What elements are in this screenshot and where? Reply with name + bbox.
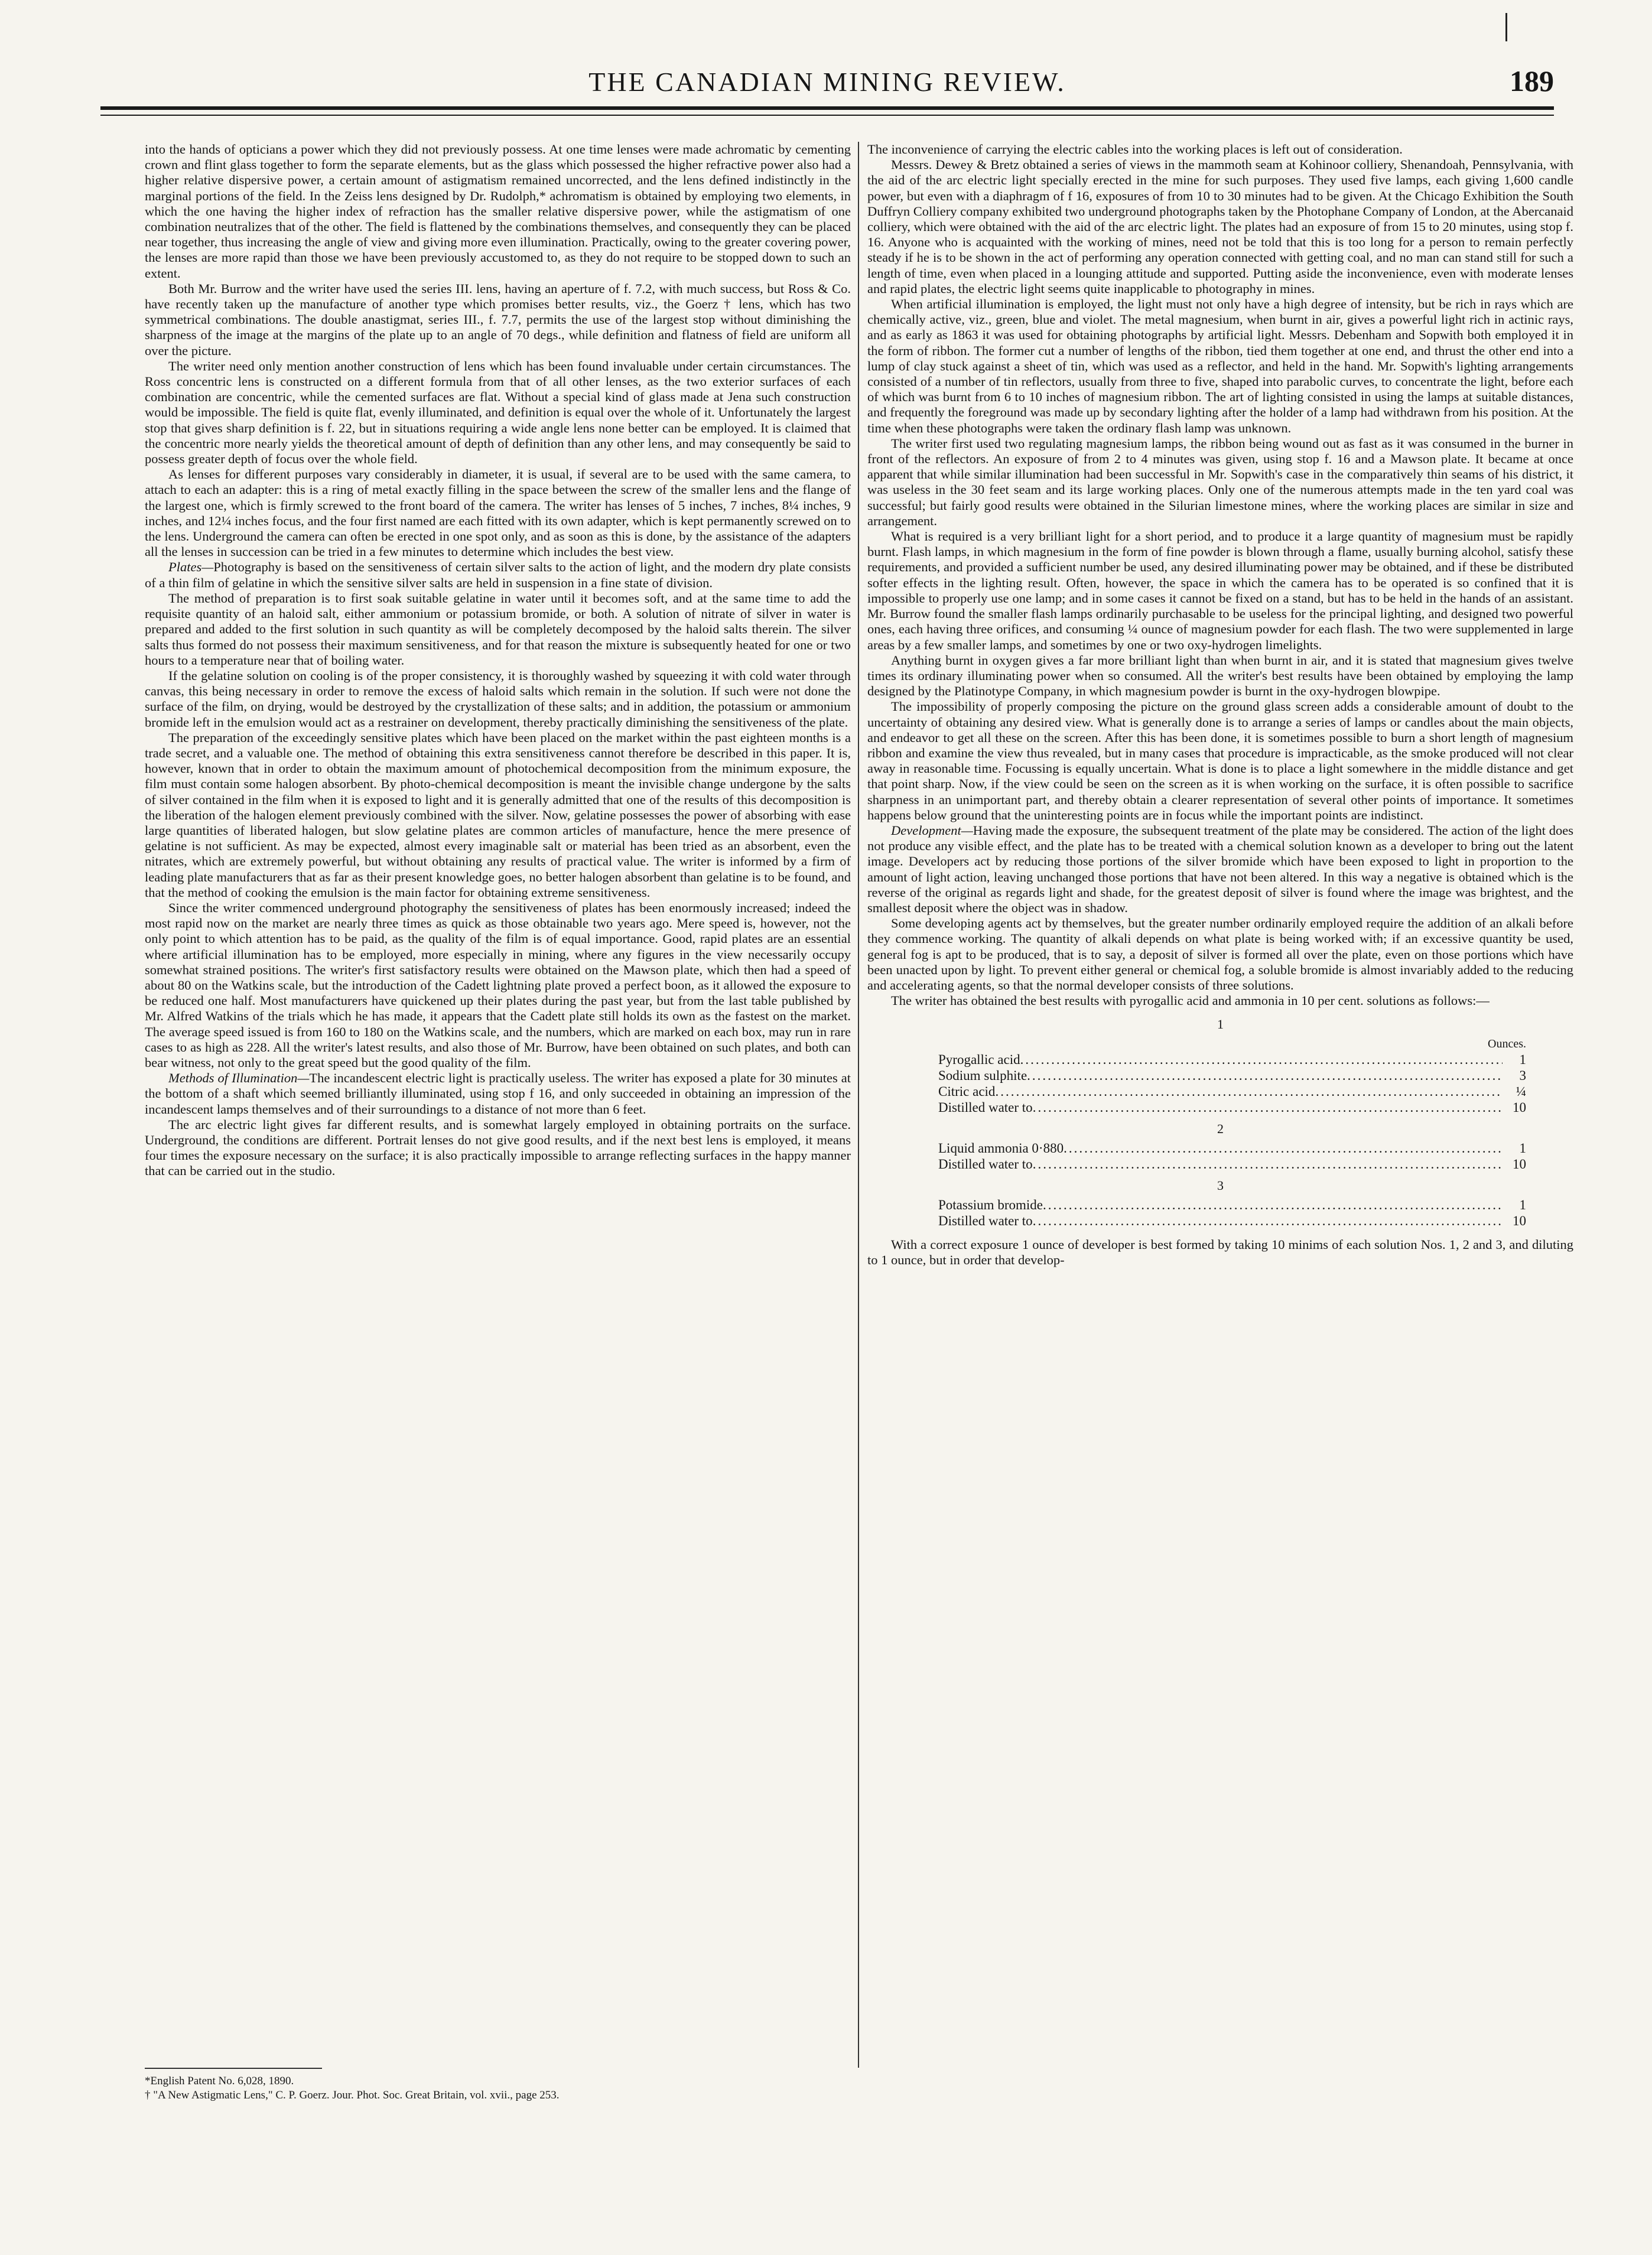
page-header	[100, 59, 1554, 106]
ingredient-name: Distilled water to	[938, 1099, 1033, 1115]
ingredient-name: Citric acid	[938, 1083, 996, 1099]
column-divider	[858, 142, 859, 2068]
paragraph-text: The incandescent electric light is practically useless. The writer has exposed a plate for 30 minutes at the bottom of a shaft which seemed brilliantly illuminated, using stop f 16, and only succeeded in obtaining an impression of the incandescent lamps themselves and of their surroundings to a distance of not more than 6 feet.	[145, 1070, 851, 1117]
section-heading-illumination: Methods of Illumination—	[168, 1070, 310, 1086]
ingredient-row	[867, 1156, 1573, 1172]
paragraph: The writer need only mention another construction of lens which has been found invaluable under certain circumstances. The Ross concentric lens is constructed on a different formula from that of all other lenses, as the two exterior surfaces of each combination are concentric, while the cemented surfaces are flat. Without a special kind of glass made at Jena such construction would be impossible. The field is quite flat, evenly illuminated, and definition is equal over the whole of it. Unfortunately the largest stop that gives sharp definition is f. 22, but in situations requiring a wide angle lens none better can be employed. It is claimed that the concentric more nearly yields the theoretical amount of depth of definition than any other lens, and may consequently be said to possess greater depth of focus over the whole field.	[145, 358, 851, 467]
ingredient-name: Distilled water to	[938, 1156, 1033, 1172]
header-rule-thin	[100, 115, 1554, 116]
ingredient-qty: ¼	[1516, 1083, 1526, 1099]
ingredient-row	[867, 1140, 1573, 1156]
paragraph: If the gelatine solution on cooling is of the proper consistency, it is thoroughly washed by squeezing it with cold water through canvas, this being necessary in order to remove the excess of haloid salts which remain in the solution. If such were not done the surface of the film, on drying, would be destroyed by the crystallization of these salts; and in addition, the potassium or ammonium bromide left in the emulsion would act as a restrainer on development, thereby practically diminishing the sensitiveness of the plate.	[145, 668, 851, 730]
page-number: 189	[1510, 64, 1554, 97]
formula-number: 1	[1217, 1017, 1224, 1032]
leader-dots	[1043, 1197, 1503, 1213]
paragraph: The preparation of the exceedingly sensitive plates which have been placed on the market within the past eighteen months is a trade secret, and a valuable one. The method of obtaining this extra sensitiveness cannot therefore be described in this paper. It is, however, known that in order to obtain the maximum amount of photochemical decomposition from the minimum exposure, the film must contain some halogen absorbent. By photo-chemical decomposition is meant the invisible change undergone by the salts of silver contained in the film when it is exposed to light and it is generally admitted that one of the results of this decomposition is the liberation of the halogen element previously combined with the silver. Now, gelatine possesses the power of absorbing with ease large quantities of liberated halogen, but slow gelatine plates are common articles of manufacture, hence the mere presence of gelatine is not sufficient. As may be expected, almost every imaginable salt or material has been tried as an absorbent, even the nitrates, which are extremely powerful, but without obtaining any results of practical value. The writer is informed by a firm of leading plate manufacturers that as far as their present knowledge goes, no better halogen absorbent than gelatine is to be found, and that the method of cooking the emulsion is the main factor for obtaining extreme sensitiveness.	[145, 730, 851, 900]
ingredient-qty: 1	[1519, 1198, 1526, 1213]
paragraph: Anything burnt in oxygen gives a far more brilliant light than when burnt in air, and it is stated that magnesium gives twelve times its ordinary illuminating power when so consumed. All the writer's best results have been obtained by employing the lamp designed by the Platinotype Company, in which magnesium powder is burnt in the oxy-hydrogen blowpipe.	[867, 652, 1573, 699]
ingredient-row	[867, 1083, 1573, 1099]
formula-number: 2	[1217, 1121, 1224, 1136]
paragraph-text: Having made the exposure, the subsequent treatment of the plate may be considered. The action of the light does not produce any visible effect, and the plate has to be treated with a chemical solution known as a developer to bring out the latent image. Developers act by reducing those portions of the silver bromide which have been exposed to light in proportion to the amount of light action, leaving unchanged those portions that have not been altered. In this way a negative is obtained which is the reverse of the original as regards light and shade, for the greatest deposit of silver is found where the image was brightest, and the smallest deposit where the object was in shadow.	[867, 822, 1573, 915]
section-heading-plates: Plates—	[168, 559, 214, 575]
formula-number: 3	[1217, 1177, 1224, 1193]
paragraph: The writer has obtained the best results with pyrogallic acid and ammonia in 10 per cent. solutions as follows:—	[891, 993, 1490, 1008]
header-rule-thick	[100, 106, 1554, 110]
leader-dots	[1027, 1068, 1503, 1083]
margin-mark	[1505, 13, 1507, 41]
ingredient-row	[867, 1213, 1573, 1229]
leader-dots	[1020, 1052, 1503, 1068]
leader-dots	[995, 1083, 1503, 1099]
footnote-rule	[145, 2068, 322, 2069]
paragraph: Messrs. Dewey & Bretz obtained a series of views in the mammoth seam at Kohinoor colliery, Shenandoah, Pennsylvania, with the aid of the arc electric light specially erected in the mine for such purposes. They used five lamps, each giving 1,600 candle power, but even with a diaphragm of f 16, exposures of from 10 to 30 minutes had to be given. At the Chicago Exhibition the South Duffryn Colliery company exhibited two underground photographs taken by the Photophane Company of London, at the Abercanaid colliery, which were obtained with the aid of the arc electric light. The plates had an exposure of from 15 to 20 minutes, using stop f. 16. Anyone who is acquainted with the working of mines, need not be told that this is too long for a person to remain perfectly steady if he is to be shown in the act of performing any operation connected with getting coal, and no man can stand still for such a length of time, even when placed in a lounging attitude and supported. Putting aside the inconvenience, even with moderate lenses and rapid plates, the electric light seems quite inapplicable to photography in mines.	[867, 157, 1573, 296]
paragraph: The arc electric light gives far different results, and is somewhat largely employed in obtaining portraits on the surface. Underground, the conditions are different. Portrait lenses do not give good results, and if the next best lens is employed, it means four times the exposure necessary on the surface; it is also practically impossible to arrange reflecting surfaces in the happy manner that can be carried out in the studio.	[145, 1117, 851, 1179]
ingredient-qty: 1	[1519, 1052, 1526, 1067]
left-column	[145, 142, 851, 1179]
ingredient-qty: 3	[1519, 1068, 1526, 1083]
paragraph: Both Mr. Burrow and the writer have used the series III. lens, having an aperture of f. 7.2, with much success, but Ross & Co. have recently taken up the manufacture of another type which promises better results, viz., the Goerz † lens, which has two symmetrical combinations. The double anastigmat, series III., f. 7.7, permits the use of the largest stop without diminishing the sharpness of the image at the margins of the plate up to an angle of 70 degs., while definition and flatness of field are uniform all over the picture.	[145, 281, 851, 358]
paragraph: The impossibility of properly composing the picture on the ground glass screen adds a considerable amount of doubt to the uncertainty of obtaining any desired view. What is generally done is to arrange a series of lamps or candles about the main objects, and endeavor to get all these on the screen. After this has been done, it is sometimes possible to burn a short length of magnesium ribbon and examine the view thus revealed, but in many cases that procedure is impracticable, as the smoke produced will not clear away in reasonable time. Focussing is equally uncertain. What is done is to place a light somewhere in the middle distance and get that point sharp. Now, if the view could be seen on the screen as it is when working on the surface, it is often possible to sacrifice sharpness in an unimportant part, and thereby obtain a clearer representation of several other points of importance. It sometimes happens below ground that the uninteresting points are in focus while the important points are indistinct.	[867, 699, 1573, 822]
ingredient-qty: 10	[1513, 1099, 1526, 1115]
footnotes	[145, 2068, 851, 2103]
footnote: *English Patent No. 6,028, 1890.	[145, 2075, 294, 2087]
paragraph	[867, 823, 1573, 916]
paragraph: As lenses for different purposes vary considerably in diameter, it is usual, if several are to be used with the same camera, to attach to each an adapter: this is a ring of metal exactly filling in the space between the screw of the smaller lens and the flange of the largest one, which is firmly screwed to the front board of the camera. The writer has lenses of 5 inches, 7 inches, 8¼ inches, 9 inches, and 12¼ inches focus, and the four first named are each fitted with its own adapter, which is kept permanently screwed on to the lens. Underground the camera can often be erected in one spot only, and as soon as this is done, by the assistance of the adapters all the lenses in succession can be tried in a few minutes to determine which includes the best view.	[145, 467, 851, 559]
ingredient-row	[867, 1197, 1573, 1213]
ingredient-name: Distilled water to	[938, 1213, 1033, 1229]
paragraph: Since the writer commenced underground photography the sensitiveness of plates has been enormously increased; indeed the most rapid now on the market are nearly three times as quick as those obtainable two years ago. Mere speed is, however, not the only point to which attention has to be paid, as the quality of the film is of equal importance. Good, rapid plates are an essential where artificial illumination has to be employed, more especially in mining, where any figures in the view necessarily occupy somewhat strained positions. The writer's first satisfactory results were obtained on the Mawson plate, which then had a speed of about 80 on the Watkins scale, but the introduction of the Cadett lightning plate proved a perfect boon, as it allowed the exposure to be reduced one half. Most manufacturers have quickened up their plates during the past year, but from the last table published by Mr. Alfred Watkins of the trials which he has made, it appears that the Cadett plate still holds its own as the fastest on the market. The average speed issued is from 160 to 180 on the Watkins scale, and the numbers, which are marked on each box, may run in rare cases to as high as 228. All the writer's latest results, and also those of Mr. Burrow, have been obtained on such plates, and both can bear witness, not only to the great speed but the good quality of the film.	[145, 900, 851, 1070]
paragraph	[145, 559, 851, 590]
ingredient-qty: 10	[1513, 1213, 1526, 1229]
ingredient-name: Sodium sulphite	[938, 1068, 1027, 1083]
ingredient-name: Pyrogallic acid	[938, 1052, 1020, 1067]
ingredient-row	[867, 1052, 1573, 1068]
closing-paragraph: With a correct exposure 1 ounce of developer is best formed by taking 10 minims of each solution Nos. 1, 2 and 3, and diluting to 1 ounce, but in order that develop-	[867, 1237, 1573, 1268]
leader-dots	[1033, 1099, 1503, 1115]
right-column	[867, 142, 1573, 1268]
paragraph: When artificial illumination is employed, the light must not only have a high degree of intensity, but be rich in rays which are chemically active, viz., green, blue and violet. The metal magnesium, when burnt in air, gives a powerful light rich in actinic rays, and as early as 1863 it was used for obtaining photographs by artificial light. Messrs. Debenham and Sopwith both employed it in the form of ribbon. The former cut a number of lengths of the ribbon, tied them together at one end, and thrust the other end into a lump of clay stuck against a sheet of tin, which was used as a reflector, and held in the hand. Mr. Sopwith's lighting arrangements consisted of a number of tin reflectors, usually from three to five, shaped into parabolic curves, to concentrate the light, before each of which was burnt from 6 to 10 inches of magnesium ribbon. The art of lighting consisted in using the lamps at suitable distances, and frequently the foreground was made up by secondary lighting after the holder of a lamp had withdrawn from his position. At the time when these photographs were taken the ordinary flash lamp was unknown.	[867, 297, 1573, 435]
paragraph: Some developing agents act by themselves, but the greater number ordinarily employed require the addition of an alkali before they commence working. The quantity of alkali depends on what plate is being worked with; if an excessive quantity be used, general fog is apt to be produced, that is to say, a deposit of silver is formed all over the plate, even on those portions which have been unacted upon by light. To prevent either general or chemical fog, a soluble bromide is almost invariably added to the reducing and accelerating agents, so that the normal developer consists of three solutions.	[867, 916, 1573, 993]
paragraph: The writer first used two regulating magnesium lamps, the ribbon being wound out as fast as it was consumed in the burner in front of the reflectors. An exposure of from 2 to 4 minutes was given, using stop f. 16 and a Mawson plate. It became at once apparent that while similar illumination had been successful in Mr. Sopwith's case in the comparatively thin seams of his district, it was useless in the 30 feet seam and its large working places. Only one of the numerous attempts made in the ten yard coal was successful; but fairly good results were obtained in the Silurian limestone mines, where the working places are similar in size and arrangement.	[867, 435, 1573, 528]
ingredient-qty: 10	[1513, 1156, 1526, 1172]
leader-dots	[1033, 1156, 1503, 1172]
ingredient-row	[867, 1068, 1573, 1083]
ounces-header: Ounces.	[1488, 1037, 1526, 1050]
paragraph	[145, 1070, 851, 1117]
developer-formulas	[867, 1017, 1573, 1229]
paragraph: into the hands of opticians a power which they did not previously possess. At one time lenses were made achromatic by cementing crown and flint glass together to form the separate elements, but as the glass which possessed the higher refractive power also had a higher relative dispersive power, a certain amount of astigmatism remained uncorrected, and the lens defined indistinctly in the marginal portions of the field. In the Zeiss lens designed by Dr. Rudolph,* achromatism is obtained by employing two elements, in which the one having the higher index of refraction has the smaller relative dispersive power, while the astigmatism of one combination neutralizes that of the other. The field is flattened by the combinations themselves, and consequently they can be placed near together, thus increasing the angle of view and giving more even illumination. Practically, owing to the greater covering power, the lenses are more rapid than those we have been previously accustomed to, as they do not require to be stopped down to such an extent.	[145, 142, 851, 281]
paragraph-text: Photography is based on the sensitiveness of certain silver salts to the action of light, and the modern dry plate consists of a thin film of gelatine in which the sensitive silver salts are held in suspension in a fine state of division.	[145, 559, 851, 590]
ingredient-name: Liquid ammonia 0·880	[938, 1140, 1064, 1156]
ingredient-qty: 1	[1519, 1140, 1526, 1156]
leader-dots	[1064, 1140, 1503, 1156]
running-title: THE CANADIAN MINING REVIEW.	[588, 67, 1066, 97]
paragraph: The method of preparation is to first soak suitable gelatine in water until it becomes soft, and at the same time to add the requisite quantity of an haloid salt, either ammonium or potassium bromide, or both. A solution of nitrate of silver in water is prepared and added to the first solution in such quantity as will be completely decomposed by the haloid salts therein. The silver salts thus formed do not possess their maximum sensitiveness, and for that reason the mixture is subsequently heated for one or two hours to a temperature near that of boiling water.	[145, 590, 851, 668]
section-heading-development: Development—	[891, 822, 973, 838]
leader-dots	[1033, 1213, 1503, 1229]
paragraph: What is required is a very brilliant light for a short period, and to produce it a large quantity of magnesium must be rapidly burnt. Flash lamps, in which magnesium in the form of fine powder is blown through a flame, usually burning alcohol, satisfy these requirements, and provided a sufficient number be used, any desired illuminating power may be obtained, and if these be distributed softer effects in the lighting result. Often, however, the space in which the camera has to be operated is so confined that it is impossible to properly use one lamp; and in some cases it cannot be fixed on a stand, but has to be held in the hands of an assistant. Mr. Burrow found the smaller flash lamps ordinarily purchasable to be useless for the principal lighting, and designed two powerful ones, each having three orifices, and consuming ¼ ounce of magnesium powder for each flash. The two were supplemented in large areas by a few smaller lamps, and sometimes by one or two oxy-hydrogen limelights.	[867, 529, 1573, 652]
paragraph: The inconvenience of carrying the electric cables into the working places is left out of consideration.	[867, 142, 1403, 157]
ingredient-row	[867, 1099, 1573, 1115]
ingredient-name: Potassium bromide	[938, 1198, 1043, 1213]
footnote: † "A New Astigmatic Lens," C. P. Goerz. Jour. Phot. Soc. Great Britain, vol. xvii., page 253.	[145, 2089, 560, 2101]
